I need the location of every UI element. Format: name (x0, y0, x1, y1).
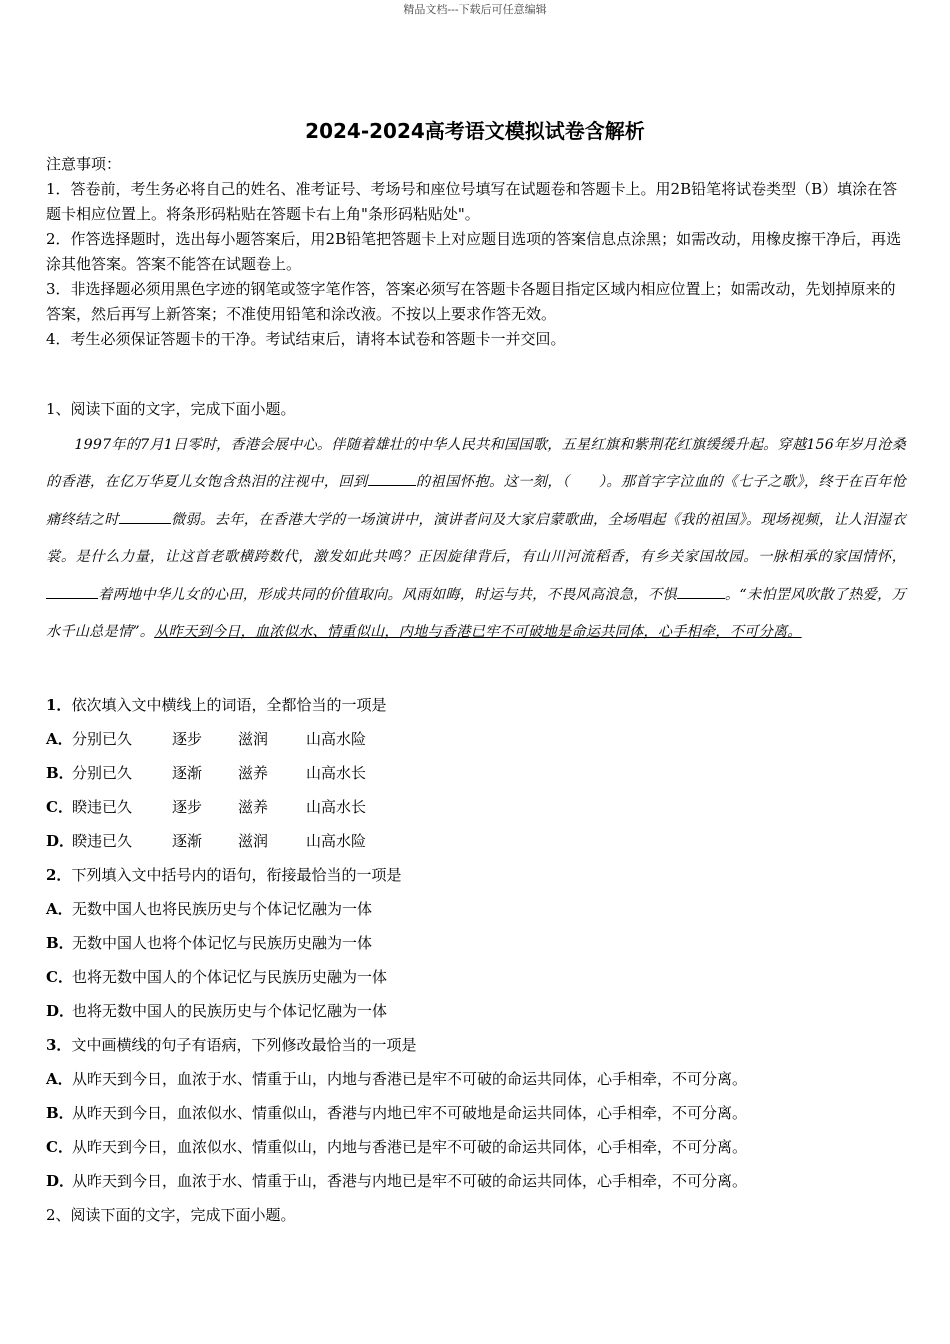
option-row: C．从昨天到今日，血浓似水、情重似山，内地与香港已是牢不可破的命运共同体，心手相牵，不可分离。 (46, 1138, 748, 1156)
notice-item: 4．考生必须保证答题卡的干净。考试结束后，请将本试卷和答题卡一并交回。 (46, 330, 566, 348)
notice-heading: 注意事项： (46, 155, 122, 173)
option-row: D．也将无数中国人的民族历史与个体记忆融为一体 (46, 1002, 388, 1020)
document-title: 2024-2024高考语文模拟试卷含解析 (305, 119, 645, 143)
passage-text: 的祖国怀抱。这一刻，（ ）。那首字字泣血的《七子之歌》，终于在百年怆痛终结之时 (46, 474, 906, 528)
notice-item: 3．非选择题必须用黑色字迹的钢笔或签字笔作答，答案必须写在答题卡各题目指定区域内相应位置上；如需改动，先划掉原来的答案，然后再写上新答案；不准使用铅笔和涂改液。不按以上要求作答无效。 (46, 280, 896, 323)
option-row: C．睽违已久 逐步 滋养 山高水长 (46, 798, 367, 816)
option-row: D．从昨天到今日，血浓于水、情重于山，香港与内地已是牢不可破的命运共同体，心手相牵，不可分离。 (46, 1172, 748, 1190)
notice-item: 1．答卷前，考生务必将自己的姓名、准考证号、考场号和座位号填写在试题卷和答题卡上。用2B铅笔将试卷类型（B）填涂在答题卡相应位置上。将条形码粘贴在答题卡右上角"条形码粘贴处"。 (46, 180, 898, 223)
reading-passage (46, 427, 906, 651)
option-row: B．从昨天到今日，血浓似水、情重似山，香港与内地已牢不可破地是命运共同体，心手相牵，不可分离。 (46, 1104, 748, 1122)
notice-block (46, 152, 906, 352)
page-header-watermark: 精品文档---下载后可任意编辑 (403, 3, 547, 16)
question-stem: 1．依次填入文中横线上的词语，全都恰当的一项是 (46, 696, 387, 714)
option-row: B．无数中国人也将个体记忆与民族历史融为一体 (46, 934, 373, 952)
question-stem: 3．文中画横线的句子有语病，下列修改最恰当的一项是 (46, 1036, 417, 1054)
option-row: B．分别已久 逐渐 滋养 山高水长 (46, 764, 367, 782)
section-2-heading: 2、阅读下面的文字，完成下面小题。 (46, 1206, 296, 1224)
option-row: A．无数中国人也将民族历史与个体记忆融为一体 (46, 900, 373, 918)
fill-blank-2 (119, 509, 171, 524)
passage-text: 1997年的7月1日零时，香港会展中心。伴随着雄壮的中华人民共和国国歌，五星红旗和紫荆花红旗缓缓升起。穿越156年岁月沧桑的香港，在亿万华夏儿女饱含热泪的注视中，回到 (46, 437, 906, 491)
fill-blank-3 (46, 583, 98, 598)
option-row: C．也将无数中国人的个体记忆与民族历史融为一体 (46, 968, 388, 986)
fill-blank-1 (368, 471, 416, 486)
question-stem: 2．下列填入文中括号内的语句，衔接最恰当的一项是 (46, 866, 402, 884)
fill-blank-4 (677, 583, 725, 598)
passage-text: 。“未怕罡风吹散了热爱，万水千山总是情”。 (46, 586, 906, 641)
option-row: D．睽违已久 逐渐 滋润 山高水险 (46, 832, 367, 850)
section-1-heading: 1、阅读下面的文字，完成下面小题。 (46, 400, 296, 418)
underlined-sentence: 从昨天到今日，血浓似水、情重似山，内地与香港已牢不可破地是命运共同体，心手相牵，不可分离。 (154, 624, 802, 641)
option-row: A．分别已久 逐步 滋润 山高水险 (46, 730, 367, 748)
passage-text: 着两地中华儿女的心田，形成共同的价值取向。风雨如晦，时运与共，不畏风高浪急，不惧 (98, 586, 677, 603)
passage-text: 微弱。去年，在香港大学的一场演讲中，演讲者问及大家启蒙歌曲，全场唱起《我的祖国》。现场视频，让人泪湿衣裳。是什么力量，让这首老歌横跨数代，激发如此共鸣？正因旋律背后，有山川河流稻香，有乡关家国故园。一脉相承的家国情怀， (46, 511, 906, 566)
question-list (46, 688, 906, 1232)
notice-item: 2．作答选择题时，选出每小题答案后，用2B铅笔把答题卡上对应题目选项的答案信息点涂黑；如需改动，用橡皮擦干净后，再选涂其他答案。答案不能答在试题卷上。 (46, 230, 902, 273)
option-row: A．从昨天到今日，血浓于水、情重于山，内地与香港已是牢不可破的命运共同体，心手相牵，不可分离。 (46, 1070, 748, 1088)
